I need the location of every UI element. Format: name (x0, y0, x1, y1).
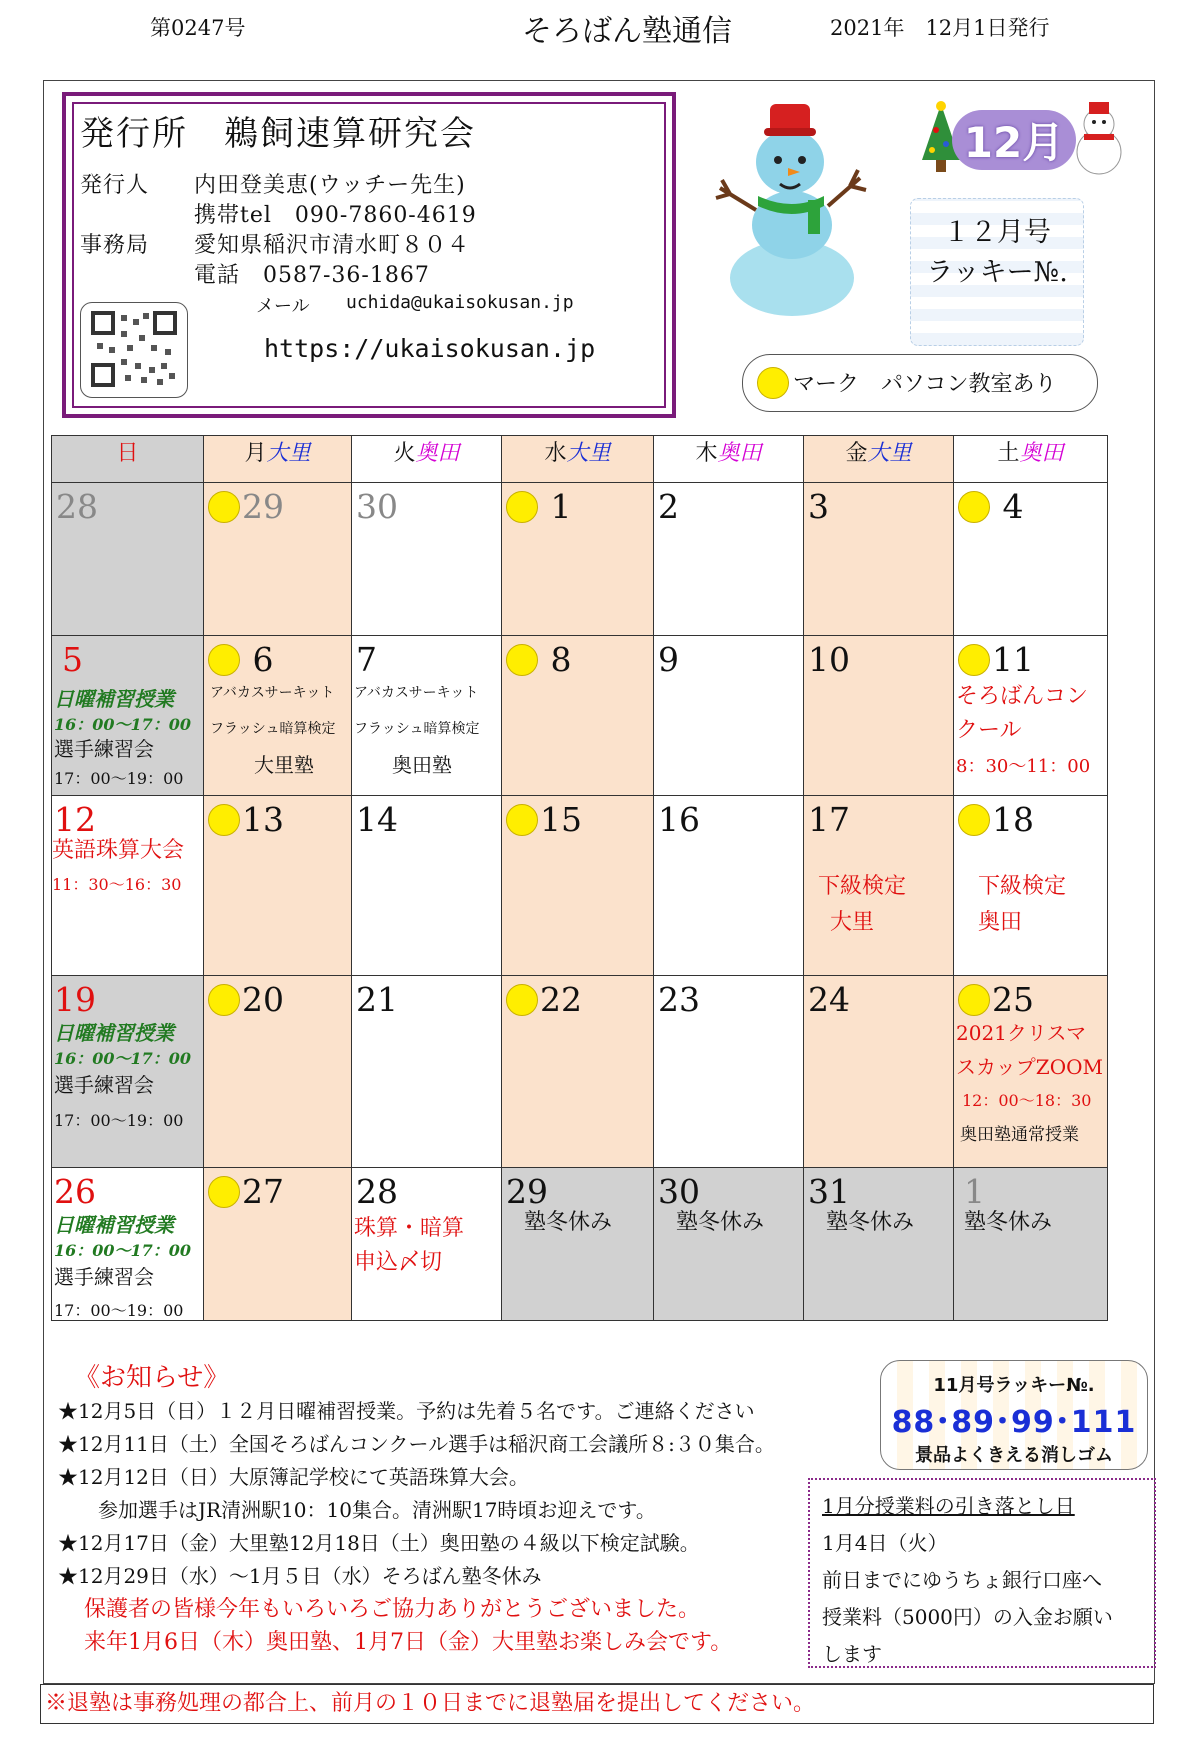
notice-section (58, 1362, 775, 1659)
week-row (52, 483, 1108, 636)
issuer-name: 内田登美恵(ウッチー先生) (194, 173, 466, 198)
day-cell[interactable]: 7 アバカスサーキット フラッシュ暗算検定 奥田塾 (352, 636, 502, 796)
week-row (52, 796, 1108, 976)
day-cell[interactable]: 14 (352, 796, 502, 976)
day-cell[interactable]: 12 英語珠算大会 11：30～16：30 (52, 796, 204, 976)
day-cell[interactable]: 26 日曜補習授業 16：00～17：00 選手練習会 17：00～19：00 (52, 1168, 204, 1321)
notice-item: ★12月17日（金）大里塾12月18日（土）奥田塾の４級以下検定試験。 (58, 1531, 700, 1555)
day-cell[interactable]: 13 (204, 796, 352, 976)
lucky-number-box (910, 198, 1084, 346)
notice-item: ★12月12日（日）大原簿記学校にて英語珠算大会。 (58, 1465, 529, 1489)
week-row (52, 1168, 1108, 1321)
issue-date: 2021年 12月1日発行 (830, 16, 1050, 40)
office-label: 事務局 (80, 233, 150, 258)
header-sunday: 日 (52, 436, 204, 483)
pc-class-dot-icon (208, 644, 240, 676)
day-cell[interactable]: 9 (654, 636, 804, 796)
prize-item: 景品よくきえる消しゴム (915, 1445, 1113, 1466)
header-friday: 金大里 (804, 436, 954, 483)
mail-address[interactable]: uchida@ukaisokusan.jp (346, 292, 574, 313)
notice-item: 参加選手はJR清洲駅10：10集合。清洲駅17時頃お迎えです。 (58, 1498, 656, 1522)
day-cell[interactable]: 23 (654, 976, 804, 1168)
day-cell[interactable]: 8 (502, 636, 654, 796)
prize-title: 11月号ラッキー№. (933, 1375, 1095, 1396)
day-cell[interactable]: 29 (204, 483, 352, 636)
fee-line: 授業料（5000円）の入金お願い (822, 1605, 1113, 1629)
weekday-header-row (52, 436, 1108, 483)
tuition-fee-box (808, 1478, 1156, 1668)
small-snowman-icon (1074, 100, 1124, 178)
day-cell[interactable]: 1 (502, 483, 654, 636)
header-monday: 月大里 (204, 436, 352, 483)
day-cell[interactable]: 15 (502, 796, 654, 976)
day-cell[interactable]: 6 アバカスサーキット フラッシュ暗算検定 大里塾 (204, 636, 352, 796)
pc-class-dot-icon (208, 804, 240, 836)
day-cell[interactable]: 18 下級検定 奥田 (954, 796, 1108, 976)
pc-class-legend (742, 354, 1098, 412)
header-saturday: 土奥田 (954, 436, 1108, 483)
pc-class-dot-icon (958, 804, 990, 836)
fee-line: します (822, 1642, 882, 1666)
withdrawal-notice: ※退塾は事務処理の都合上、前月の１０日までに退塾届を提出してください。 (40, 1684, 1154, 1724)
pc-class-dot-icon (506, 984, 538, 1016)
fee-line: 前日までにゆうちょ銀行口座へ (822, 1568, 1102, 1592)
pc-legend-text: マーク パソコン教室あり (793, 372, 1057, 397)
notice-item: ★12月11日（土）全国そろばんコンクール選手は稲沢商工会議所８:３０集合。 (58, 1432, 775, 1456)
day-cell[interactable]: 16 (654, 796, 804, 976)
week-row (52, 976, 1108, 1168)
thanks-message: 保護者の皆様今年もいろいろご協力ありがとうございました。 (84, 1597, 701, 1622)
pc-class-dot-icon (757, 367, 789, 399)
day-cell[interactable]: 25 2021クリスマ スカップZOOM 12：00～18：30 奥田塾通常授業 (954, 976, 1108, 1168)
website-url[interactable]: https://ukaisokusan.jp (264, 334, 596, 363)
newsletter-title: そろばん塾通信 (522, 14, 732, 49)
day-cell[interactable]: 29 塾冬休み (502, 1168, 654, 1321)
prize-numbers: 88･89･99･111 (891, 1405, 1137, 1440)
pc-class-dot-icon (958, 491, 990, 523)
office-address: 愛知県稲沢市清水町８０４ (194, 233, 471, 258)
header-wednesday: 水大里 (502, 436, 654, 483)
party-message: 来年1月6日（木）奥田塾、1月7日（金）大里塾お楽しみ会です。 (84, 1630, 733, 1655)
day-cell[interactable]: 1 塾冬休み (954, 1168, 1108, 1321)
pc-class-dot-icon (208, 491, 240, 523)
day-cell[interactable]: 19 日曜補習授業 16：00～17：00 選手練習会 17：00～19：00 (52, 976, 204, 1168)
day-cell[interactable]: 28 (52, 483, 204, 636)
day-cell[interactable]: 11 そろばんコン クール 8：30～11：00 (954, 636, 1108, 796)
mobile-number: 携帯tel 090-7860-4619 (194, 203, 477, 228)
day-cell[interactable]: 30 (352, 483, 502, 636)
pc-class-dot-icon (958, 984, 990, 1016)
fee-date: 1月4日（火） (822, 1531, 948, 1555)
day-cell[interactable]: 4 (954, 483, 1108, 636)
notice-item: ★12月29日（水）～1月５日（水）そろばん塾冬休み (58, 1564, 542, 1588)
pc-class-dot-icon (506, 491, 538, 523)
day-cell[interactable]: 17 下級検定 大里 (804, 796, 954, 976)
notice-title: 《お知らせ》 (74, 1363, 230, 1393)
week-row (52, 636, 1108, 796)
header-thursday: 木奥田 (654, 436, 804, 483)
day-cell[interactable]: 3 (804, 483, 954, 636)
office-phone: 電話 0587-36-1867 (194, 263, 430, 288)
pc-class-dot-icon (208, 984, 240, 1016)
issue-number: 第0247号 (150, 16, 246, 40)
publisher-org: 発行所 鵜飼速算研究会 (80, 114, 476, 154)
day-cell[interactable]: 31 塾冬休み (804, 1168, 954, 1321)
lucky-month: １２月号 (943, 217, 1051, 248)
day-cell[interactable]: 21 (352, 976, 502, 1168)
snowman-illustration-icon (700, 100, 880, 320)
prize-box (880, 1360, 1148, 1470)
day-cell[interactable]: 22 (502, 976, 654, 1168)
lucky-label: ラッキー№. (926, 257, 1068, 288)
day-cell[interactable]: 10 (804, 636, 954, 796)
header-tuesday: 火奥田 (352, 436, 502, 483)
month-badge: 12月 (952, 110, 1076, 170)
qr-code-icon[interactable] (80, 302, 188, 398)
pc-class-dot-icon (506, 644, 538, 676)
day-cell[interactable]: 27 (204, 1168, 352, 1321)
day-cell[interactable]: 28 珠算・暗算 申込〆切 (352, 1168, 502, 1321)
pc-class-dot-icon (506, 804, 538, 836)
day-cell[interactable]: 30 塾冬休み (654, 1168, 804, 1321)
pc-class-dot-icon (208, 1176, 240, 1208)
calendar-table (51, 435, 1108, 1321)
fee-title: 1月分授業料の引き落とし日 (822, 1494, 1075, 1518)
pc-class-dot-icon (958, 644, 990, 676)
day-cell[interactable]: 2 (654, 483, 804, 636)
day-cell[interactable]: 5 日曜補習授業 16：00～17：00 選手練習会 17：00～19：00 (52, 636, 204, 796)
issuer-label: 発行人 (80, 173, 150, 198)
day-cell[interactable]: 20 (204, 976, 352, 1168)
mail-label: メール (256, 296, 310, 317)
day-cell[interactable]: 24 (804, 976, 954, 1168)
notice-item: ★12月5日（日）１２月日曜補習授業。予約は先着５名です。ご連絡ください (58, 1399, 755, 1423)
